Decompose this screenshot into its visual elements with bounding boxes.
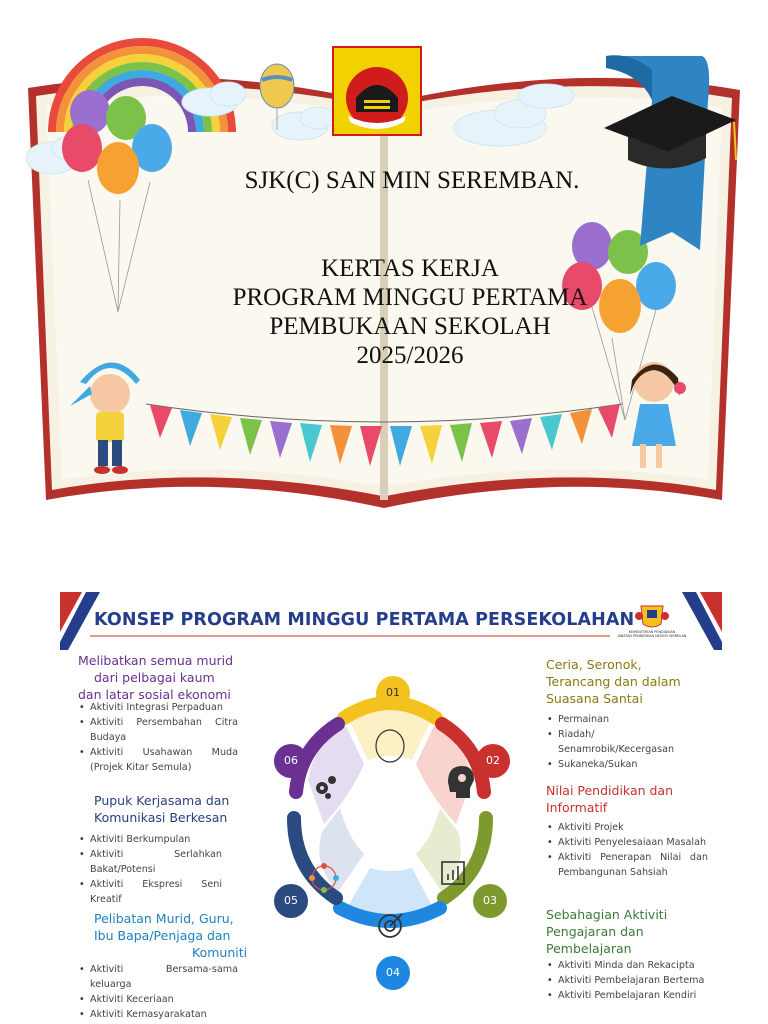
section-heading: Sebahagian Aktiviti Pengajaran dan Pembelajaran [546,907,668,956]
program-concept-infographic [60,592,722,1024]
list-item: • Aktiviti Kemasyarakatan [78,1007,238,1022]
wheel-number-badge: 04 [376,956,410,990]
ministry-dept: JABATAN PENDIDIKAN NEGERI SEMBILAN [617,634,687,638]
list-item: • Aktiviti Minda dan Rekacipta [546,958,708,973]
activity-list [78,962,238,1022]
list-item: • Aktiviti Penyelesaiaan Masalah [546,835,708,850]
list-item: • Aktiviti Ekspresi Seni Kreatif [78,877,222,907]
document-title [26,254,768,370]
list-item: • Aktiviti Projek [546,820,708,835]
title-line: PEMBUKAAN SEKOLAH [269,313,551,340]
section-heading: Pupuk Kerjasama dan Komunikasi Berkesan [94,793,230,825]
activity-list [78,700,238,775]
list-item: • Sukaneka/Sukan [546,757,706,772]
title-line: PROGRAM MINGGU PERTAMA [232,284,588,311]
title-year: 2025/2026 [356,342,464,369]
list-item: • Aktiviti Berkumpulan [78,832,222,847]
activity-list [546,820,708,880]
wheel-number-badge: 05 [274,884,308,918]
infographic-title: KONSEP PROGRAM MINGGU PERTAMA PERSEKOLAHAN [94,610,635,630]
activity-list [546,958,708,1003]
list-item: • Aktiviti Integrasi Perpaduan [78,700,238,715]
ministry-crest-icon [635,602,669,630]
wheel-number-badge: 01 [376,676,410,710]
list-item: • Aktiviti Bersama-sama keluarga [78,962,238,992]
list-item: • Aktiviti Serlahkan Bakat/Potensi [78,847,222,877]
list-item: • Riadah/ Senamrobik/Kecergasan [546,727,706,757]
school-name: SJK(C) SAN MIN SEREMBAN. [244,167,580,194]
list-item: • Aktiviti Penerapan Nilai dan Pembangunan Sahsiah [546,850,708,880]
activity-list [78,832,222,907]
title-line: KERTAS KERJA [321,255,499,282]
list-item: • Aktiviti Pembelajaran Bertema [546,973,708,988]
section-heading: Pelibatan Murid, Guru, Ibu Bapa/Penjaga dan Komuniti [94,911,248,960]
list-item: • Aktiviti Usahawan Muda (Projek Kitar Semula) [78,745,238,775]
ministry-name: KEMENTERIAN PENDIDIKAN [628,630,676,634]
list-item: • Aktiviti Keceriaan [78,992,238,1007]
section-heading: Nilai Pendidikan dan Informatif [546,783,674,815]
wheel-number-badge: 03 [473,884,507,918]
wheel-number-badge: 06 [274,744,308,778]
wheel-number-badge: 02 [476,744,510,778]
ministry-logo [616,602,688,642]
school-logo [333,47,421,135]
concept-wheel [294,696,486,937]
section-heading: Melibatkan semua murid dari pelbagai kaum dan latar sosial ekonomi [78,653,234,702]
list-item: • Aktiviti Persembahan Citra Budaya [78,715,238,745]
list-item: • Permainan [546,712,706,727]
section-heading: Ceria, Seronok, Terancang dan dalam Suasana Santai [546,657,681,706]
list-item: • Aktiviti Pembelajaran Kendiri [546,988,708,1003]
activity-list [546,712,706,772]
